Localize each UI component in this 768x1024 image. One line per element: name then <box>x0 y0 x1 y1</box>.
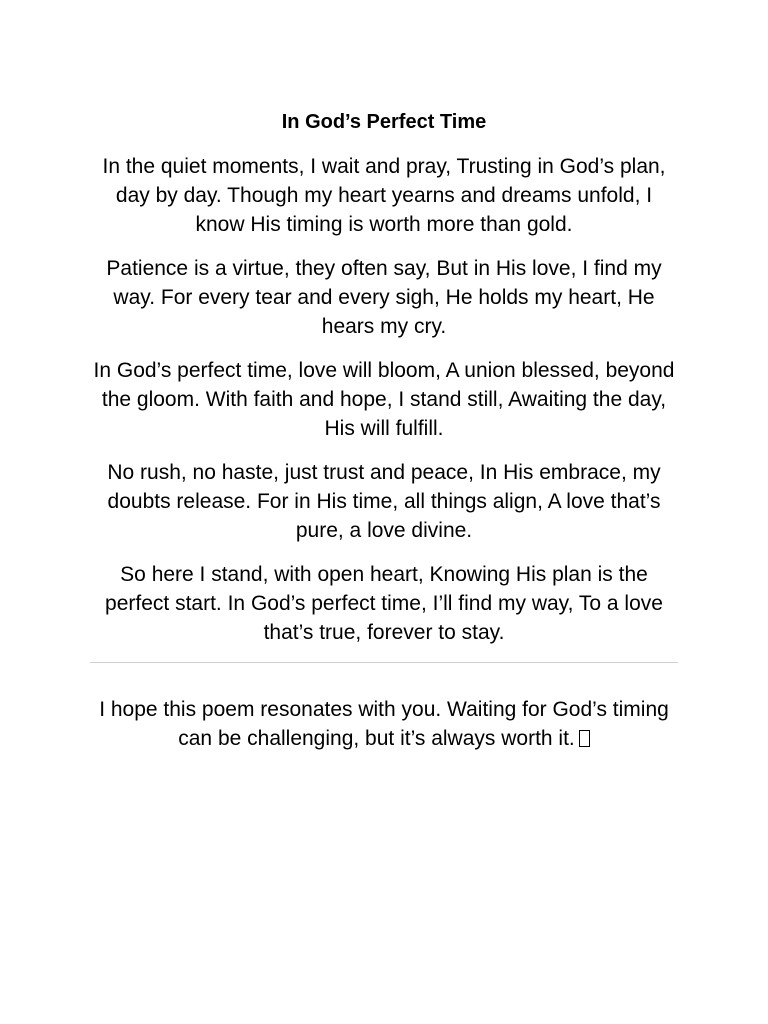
stanza-3: In God’s perfect time, love will bloom, A union blessed, beyond the gloom. With faith and hope, I stand still, Awaiting the day, His will fulfill. <box>93 359 675 440</box>
stanza-5: So here I stand, with open heart, Knowing His plan is the perfect start. In God’s perfect time, I’ll find my way, To a love that’s true, forever to stay. <box>105 563 663 644</box>
closing-text: I hope this poem resonates with you. Waiting for God’s timing can be challenging, but it’s always worth it. <box>99 698 669 750</box>
section-divider <box>90 662 678 663</box>
stanza-1: In the quiet moments, I wait and pray, Trusting in God’s plan, day by day. Though my heart yearns and dreams unfold, I know His timing is worth more than gold. <box>102 155 666 236</box>
poem-title: In God’s Perfect Time <box>281 111 487 133</box>
stanza-4: No rush, no haste, just trust and peace, In His embrace, my doubts release. For in His time, all things align, A love that’s pure, a love divine. <box>107 461 661 542</box>
missing-glyph-emoji-icon <box>579 730 590 747</box>
closing-note <box>90 695 678 753</box>
poem-container <box>90 108 678 753</box>
stanza-2: Patience is a virtue, they often say, But in His love, I find my way. For every tear and every sigh, He holds my heart, He hears my cry. <box>106 257 662 338</box>
